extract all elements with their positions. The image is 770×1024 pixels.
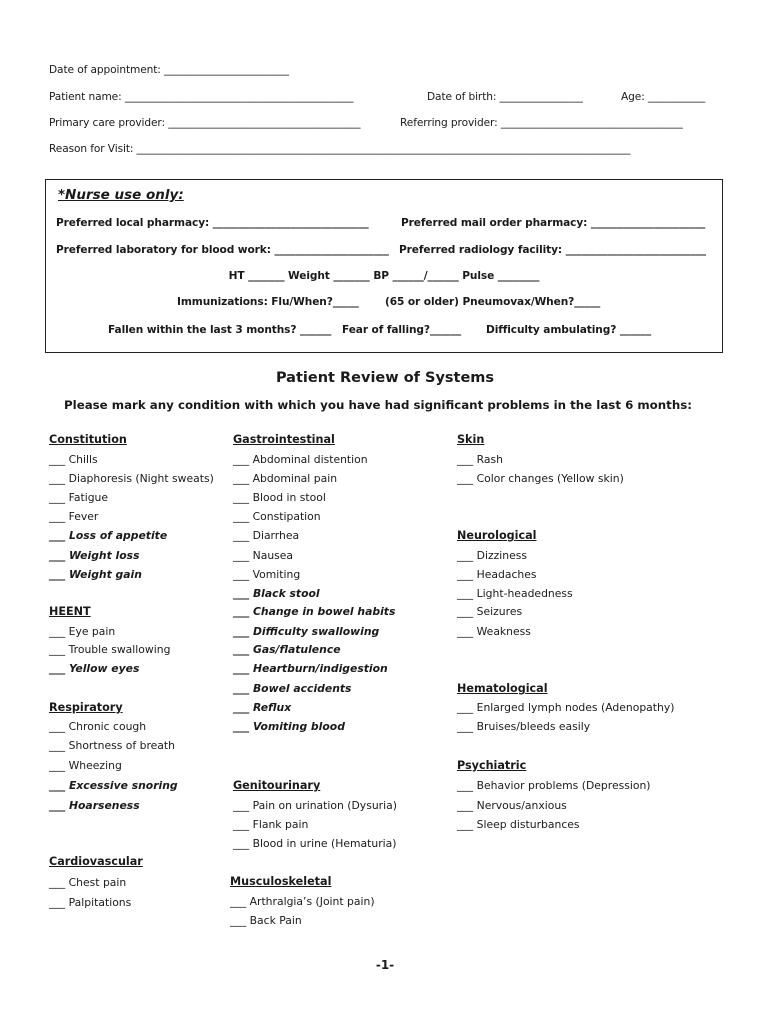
difficulty-ambulating-field[interactable]: Difficulty ambulating? ______ [486,324,652,336]
ros-item-constitution[interactable]: ___ Weight loss [49,549,140,562]
section-heading-gastrointestinal: Gastrointestinal [233,433,335,446]
reason-field[interactable]: Reason for Visit: _______________________________________________________________________________________________ [49,143,631,155]
ros-item-gastrointestinal[interactable]: ___ Reflux [233,701,292,714]
section-heading-cardiovascular: Cardiovascular [49,855,143,868]
ros-item-cardiovascular[interactable]: ___ Palpitations [49,896,132,909]
ros-item-respiratory[interactable]: ___ Excessive snoring [49,779,178,792]
ros-item-heent[interactable]: ___ Eye pain [49,625,116,638]
ros-item-heent[interactable]: ___ Trouble swallowing [49,643,171,656]
ros-item-gastrointestinal[interactable]: ___ Gas/flatulence [233,643,341,656]
ros-item-gastrointestinal[interactable]: ___ Abdominal pain [233,472,338,485]
ros-item-constitution[interactable]: ___ Weight gain [49,568,142,581]
ros-item-gastrointestinal[interactable]: ___ Vomiting [233,568,301,581]
ros-item-psychiatric[interactable]: ___ Sleep disturbances [457,818,580,831]
ros-item-heent[interactable]: ___ Yellow eyes [49,662,140,675]
ros-item-psychiatric[interactable]: ___ Behavior problems (Depression) [457,779,651,792]
lab-field[interactable]: Preferred laboratory for blood work: ______________________ [56,244,389,256]
ros-item-respiratory[interactable]: ___ Chronic cough [49,720,147,733]
ros-item-constitution[interactable]: ___ Chills [49,453,98,466]
ros-item-neurological[interactable]: ___ Light-headedness [457,587,573,600]
ros-item-constitution[interactable]: ___ Diaphoresis (Night sweats) [49,472,214,485]
ros-item-musculoskeletal[interactable]: ___ Back Pain [230,914,302,927]
ros-item-genitourinary[interactable]: ___ Blood in urine (Hematuria) [233,837,397,850]
patient-name-field[interactable]: Patient name: ____________________________________________ [49,91,354,103]
immunizations-field[interactable]: Immunizations: Flu/When?_____ [177,296,359,308]
ros-item-gastrointestinal[interactable]: ___ Constipation [233,510,321,523]
ros-item-respiratory[interactable]: ___ Wheezing [49,759,122,772]
ros-item-gastrointestinal[interactable]: ___ Black stool [233,587,320,600]
section-heading-musculoskeletal: Musculoskeletal [230,875,332,888]
local-pharmacy-field[interactable]: Preferred local pharmacy: ______________________________ [56,217,369,229]
ros-item-skin[interactable]: ___ Rash [457,453,503,466]
section-heading-skin: Skin [457,433,485,446]
ros-item-gastrointestinal[interactable]: ___ Heartburn/indigestion [233,662,388,675]
ros-item-neurological[interactable]: ___ Seizures [457,605,523,618]
nurse-use-box [45,179,723,353]
ros-subtitle: Please mark any condition with which you have had significant problems in the last 6 months: [64,398,692,412]
ros-item-gastrointestinal[interactable]: ___ Diarrhea [233,529,300,542]
age-field[interactable]: Age: ___________ [621,91,706,103]
ros-item-gastrointestinal[interactable]: ___ Difficulty swallowing [233,625,380,638]
ros-item-psychiatric[interactable]: ___ Nervous/anxious [457,799,567,812]
section-heading-hematological: Hematological [457,682,548,695]
mail-pharmacy-field[interactable]: Preferred mail order pharmacy: ______________________ [401,217,706,229]
appointment-field[interactable]: Date of appointment: ________________________ [49,64,289,76]
section-heading-psychiatric: Psychiatric [457,759,527,772]
ros-item-musculoskeletal[interactable]: ___ Arthralgia’s (Joint pain) [230,895,375,908]
radiology-field[interactable]: Preferred radiology facility: ___________________________ [399,244,706,256]
ros-item-respiratory[interactable]: ___ Shortness of breath [49,739,175,752]
section-heading-genitourinary: Genitourinary [233,779,321,792]
section-heading-constitution: Constitution [49,433,127,446]
ros-item-neurological[interactable]: ___ Weakness [457,625,531,638]
ros-item-hematological[interactable]: ___ Bruises/bleeds easily [457,720,591,733]
ros-item-respiratory[interactable]: ___ Hoarseness [49,799,140,812]
ros-item-gastrointestinal[interactable]: ___ Abdominal distention [233,453,368,466]
vitals-field[interactable]: HT _______ Weight _______ BP ______/______ Pulse ________ [228,270,540,282]
ros-item-gastrointestinal[interactable]: ___ Bowel accidents [233,682,352,695]
ros-item-genitourinary[interactable]: ___ Flank pain [233,818,309,831]
referring-provider-field[interactable]: Referring provider: ___________________________________ [400,117,683,129]
ros-item-constitution[interactable]: ___ Fatigue [49,491,109,504]
section-heading-neurological: Neurological [457,529,537,542]
ros-item-gastrointestinal[interactable]: ___ Nausea [233,549,294,562]
ros-item-gastrointestinal[interactable]: ___ Blood in stool [233,491,326,504]
ros-item-constitution[interactable]: ___ Loss of appetite [49,529,168,542]
ros-item-gastrointestinal[interactable]: ___ Change in bowel habits [233,605,396,618]
dob-field[interactable]: Date of birth: ________________ [427,91,583,103]
ros-title: Patient Review of Systems [275,370,495,386]
fear-of-falling-field[interactable]: Fear of falling?______ [342,324,462,336]
ros-item-constitution[interactable]: ___ Fever [49,510,99,523]
fallen-field[interactable]: Fallen within the last 3 months? ______ [108,324,332,336]
page-number: -1- [375,958,395,972]
nurse-title: *Nurse use only: [58,187,184,203]
ros-item-skin[interactable]: ___ Color changes (Yellow skin) [457,472,624,485]
ros-item-neurological[interactable]: ___ Headaches [457,568,537,581]
ros-item-neurological[interactable]: ___ Dizziness [457,549,528,562]
pneumovax-field[interactable]: (65 or older) Pneumovax/When?_____ [385,296,601,308]
ros-item-hematological[interactable]: ___ Enlarged lymph nodes (Adenopathy) [457,701,675,714]
ros-item-genitourinary[interactable]: ___ Pain on urination (Dysuria) [233,799,397,812]
primary-care-field[interactable]: Primary care provider: _____________________________________ [49,117,361,129]
ros-item-gastrointestinal[interactable]: ___ Vomiting blood [233,720,345,733]
section-heading-heent: HEENT [49,605,91,618]
ros-item-cardiovascular[interactable]: ___ Chest pain [49,876,127,889]
section-heading-respiratory: Respiratory [49,701,123,714]
